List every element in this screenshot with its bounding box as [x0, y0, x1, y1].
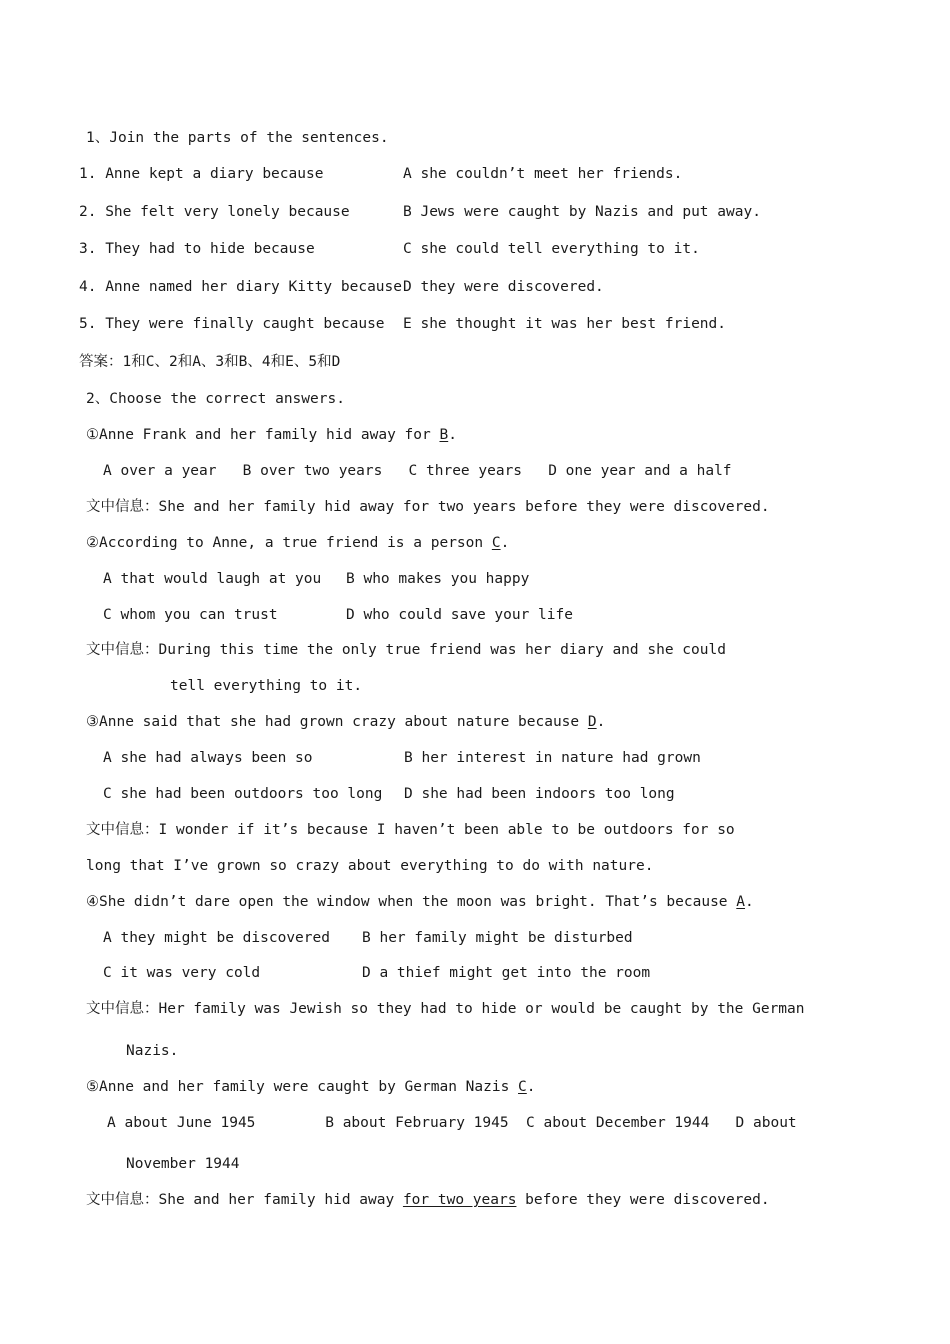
- q2-option-c: C whom you can trust: [103, 607, 278, 623]
- match-right-2: B Jews were caught by Nazis and put away.: [403, 204, 761, 220]
- q4-option-a: A they might be discovered: [103, 930, 330, 946]
- section2-title: 2、Choose the correct answers.: [86, 391, 345, 407]
- q3-info-1: 文中信息：I wonder if it’s because I haven’t been able to be outdoors for so: [86, 822, 735, 838]
- q4-option-c: C it was very cold: [103, 965, 261, 981]
- match-left-3: 3. They had to hide because: [79, 241, 315, 257]
- q1-stem: ①Anne Frank and her family hid away for B.: [86, 427, 457, 443]
- match-left-5: 5. They were finally caught because: [79, 316, 385, 332]
- q5-info-underlined: for two years: [402, 1192, 517, 1208]
- q1-answer: B: [439, 427, 449, 443]
- q2-info-1: 文中信息：During this time the only true friend was her diary and she could: [86, 642, 726, 658]
- q3-option-b: B her interest in nature had grown: [404, 750, 701, 766]
- match-left-4: 4. Anne named her diary Kitty because: [79, 279, 403, 295]
- q4-option-b: B her family might be disturbed: [362, 930, 633, 946]
- q2-option-a: A that would laugh at you: [103, 571, 322, 587]
- q1-options: A over a year B over two years C three years D one year and a half: [103, 463, 732, 479]
- q2-info-2: tell everything to it.: [170, 678, 363, 694]
- match-left-2: 2. She felt very lonely because: [79, 204, 350, 220]
- q2-answer: C: [491, 535, 501, 551]
- q3-info-2: long that I’ve grown so crazy about everything to do with nature.: [86, 858, 654, 874]
- q3-option-a: A she had always been so: [103, 750, 313, 766]
- q2-option-b: B who makes you happy: [346, 571, 530, 587]
- q5-info: 文中信息：She and her family hid away for two years before they were discovered.: [86, 1192, 770, 1208]
- q1-info: 文中信息：She and her family hid away for two years before they were discovered.: [86, 499, 770, 515]
- q3-answer: D: [587, 714, 597, 730]
- q4-info-2: Nazis.: [126, 1043, 179, 1059]
- q5-answer: C: [518, 1079, 527, 1095]
- match-left-1: 1. Anne kept a diary because: [79, 166, 324, 182]
- q3-option-c: C she had been outdoors too long: [103, 786, 383, 802]
- q2-stem: ②According to Anne, a true friend is a person C.: [86, 535, 510, 551]
- q4-answer: A: [736, 894, 746, 910]
- section1-answer: 答案：1和C、2和A、3和B、4和E、5和D: [79, 354, 341, 370]
- match-right-5: E she thought it was her best friend.: [403, 316, 727, 332]
- q4-option-d: D a thief might get into the room: [362, 965, 651, 981]
- match-right-1: A she couldn’t meet her friends.: [403, 166, 683, 182]
- q3-option-d: D she had been indoors too long: [404, 786, 675, 802]
- q5-options-cont: November 1944: [126, 1156, 240, 1172]
- section1-title: 1、Join the parts of the sentences.: [86, 130, 389, 146]
- q5-options: A about June 1945 B about February 1945 C about December 1944 D about: [107, 1115, 797, 1131]
- q4-stem: ④She didn’t dare open the window when the moon was bright. That’s because A.: [86, 894, 754, 910]
- q5-stem: ⑤Anne and her family were caught by German Nazis C.: [86, 1079, 536, 1095]
- q2-option-d: D who could save your life: [346, 607, 573, 623]
- q4-info-1: 文中信息：Her family was Jewish so they had to hide or would be caught by the German: [86, 1001, 805, 1017]
- match-right-3: C she could tell everything to it.: [403, 241, 700, 257]
- q3-stem: ③Anne said that she had grown crazy about nature because D.: [86, 714, 606, 730]
- match-right-4: D they were discovered.: [403, 279, 604, 295]
